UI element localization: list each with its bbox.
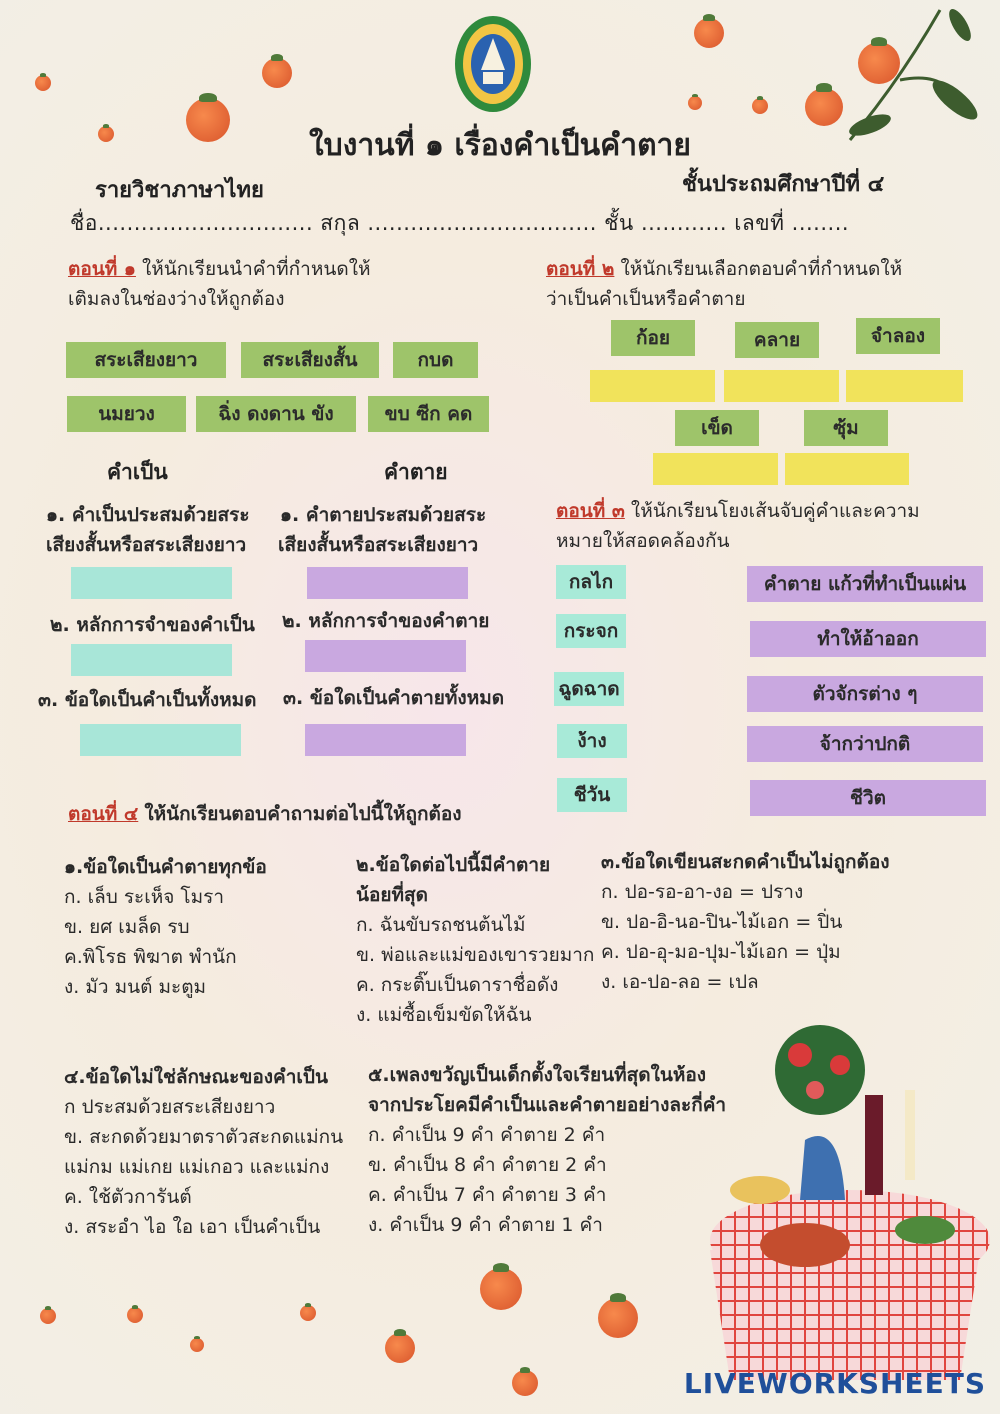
- choice[interactable]: ค. กระติ๊บเป็นดาราชื่อดัง: [356, 974, 559, 996]
- word-box[interactable]: กบด: [393, 342, 478, 378]
- live-answer-1[interactable]: [71, 567, 232, 599]
- word-box[interactable]: นมยวง: [67, 396, 186, 432]
- match-word[interactable]: กลไก: [556, 565, 626, 599]
- part2-instruction: [546, 254, 966, 314]
- word-box[interactable]: ฉิ่ง ดงดาน ขัง: [196, 396, 356, 432]
- strawberry-decoration: [752, 98, 768, 114]
- choice[interactable]: ข. คำเป็น 8 คำ คำตาย 2 คำ: [368, 1154, 607, 1176]
- choice[interactable]: ข. ปอ-อิ-นอ-ปิน-ไม้เอก = ปิ่น: [601, 911, 843, 933]
- strawberry-decoration: [127, 1307, 143, 1323]
- question-1: [64, 852, 267, 1002]
- live-column-header: คำเป็น: [107, 460, 168, 484]
- choice[interactable]: ก. ฉันขับรถชนต้นไม้: [356, 914, 526, 936]
- question-2: [356, 850, 594, 1030]
- part3-instruction-line1: ให้นักเรียนโยงเส้นจับคู่คำและความ: [630, 500, 920, 522]
- dead-column-header: คำตาย: [384, 460, 448, 484]
- match-word[interactable]: ง้าง: [557, 724, 627, 758]
- question-4-head: ๔.ข้อใดไม่ใช่ลักษณะของคำเป็น: [64, 1066, 328, 1088]
- dead-item-1b: เสียงสั้นหรือสระเสียงยาว: [278, 534, 479, 556]
- choice[interactable]: ง. มัว มนต์ มะตูม: [64, 976, 207, 998]
- part1-label: ตอนที่ ๑: [68, 258, 136, 280]
- dead-item-3: ๓. ข้อใดเป็นคำตายทั้งหมด: [283, 687, 505, 709]
- part4-label: ตอนที่ ๔: [68, 803, 139, 825]
- choice[interactable]: ค. คำเป็น 7 คำ คำตาย 3 คำ: [368, 1184, 607, 1206]
- strawberry-decoration: [694, 18, 724, 48]
- live-item-1a: ๑. คำเป็นประสมด้วยสระ: [46, 504, 250, 526]
- strawberry-decoration: [512, 1370, 538, 1396]
- strawberry-decoration: [688, 96, 702, 110]
- part4-instruction: [68, 799, 548, 829]
- answer-slot[interactable]: [724, 370, 839, 402]
- question-3-head: ๓.ข้อใดเขียนสะกดคำเป็นไม่ถูกต้อง: [601, 851, 890, 873]
- choice[interactable]: ง. คำเป็น 9 คำ คำตาย 1 คำ: [368, 1214, 603, 1236]
- match-meaning[interactable]: คำตาย แก้วที่ทำเป็นแผ่น: [747, 566, 983, 602]
- live-item-3: ๓. ข้อใดเป็นคำเป็นทั้งหมด: [38, 689, 257, 711]
- answer-slot[interactable]: [653, 453, 778, 485]
- answer-slot[interactable]: [846, 370, 963, 402]
- dead-item-1a: ๑. คำตายประสมด้วยสระ: [280, 504, 487, 526]
- part1-instruction-line2: เติมลงในช่องว่างให้ถูกต้อง: [68, 288, 285, 310]
- strawberry-decoration: [262, 58, 292, 88]
- question-3: [601, 847, 890, 997]
- strawberry-decoration: [40, 1308, 56, 1324]
- question-5-head2: จากประโยคมีคำเป็นและคำตายอย่างละกี่คำ: [368, 1094, 727, 1116]
- strawberry-decoration: [385, 1333, 415, 1363]
- word-box[interactable]: ก้อย: [611, 320, 695, 356]
- dead-item-2: ๒. หลักการจำของคำตาย: [282, 610, 490, 632]
- live-item-2: ๒. หลักการจำของคำเป็น: [50, 614, 255, 636]
- question-2-head2: น้อยที่สุด: [356, 884, 428, 906]
- strawberry-decoration: [300, 1305, 316, 1321]
- live-item-1b: เสียงสั้นหรือสระเสียงยาว: [46, 534, 247, 556]
- match-meaning[interactable]: ตัวจักรต่าง ๆ: [747, 676, 983, 712]
- strawberry-decoration: [35, 75, 51, 91]
- part2-label: ตอนที่ ๒: [546, 258, 615, 280]
- answer-slot[interactable]: [785, 453, 909, 485]
- match-word[interactable]: กระจก: [556, 614, 626, 648]
- choice[interactable]: ก. เล็บ ระเห็จ โมรา: [64, 886, 225, 908]
- student-info-field[interactable]: ชื่อ.............................. สกุล ................................ ชั้น ............ เลขที่ ........: [70, 211, 850, 235]
- word-box[interactable]: สระเสียงยาว: [66, 342, 226, 378]
- question-5: [368, 1060, 726, 1240]
- subject-label: รายวิชาภาษาไทย: [95, 178, 264, 203]
- question-2-head1: ๒.ข้อใดต่อไปนี้มีคำตาย: [356, 854, 551, 876]
- match-meaning[interactable]: ชีวิต: [750, 780, 986, 816]
- word-box[interactable]: ขบ ซีก คด: [368, 396, 489, 432]
- choice[interactable]: ค.พิโรธ พิฆาต พำนัก: [64, 946, 237, 968]
- choice[interactable]: ง. แม่ซื้อเข็มขัดให้ฉัน: [356, 1004, 532, 1026]
- part1-instruction: [68, 254, 488, 314]
- strawberry-decoration: [480, 1268, 522, 1310]
- question-1-head: ๑.ข้อใดเป็นคำตายทุกข้อ: [64, 856, 267, 878]
- liveworksheets-brand: LIVEWORKSHEETS: [683, 1367, 986, 1400]
- choice[interactable]: ค. ปอ-อุ-มอ-ปุม-ไม้เอก = ปุ่ม: [601, 941, 841, 963]
- word-box[interactable]: สระเสียงสั้น: [241, 342, 379, 378]
- choice[interactable]: ข. ยศ เมล็ด รบ: [64, 916, 190, 938]
- word-box[interactable]: จำลอง: [856, 318, 940, 354]
- strawberry-decoration: [190, 1338, 204, 1352]
- choice[interactable]: ข. พ่อและแม่ของเขารวยมาก: [356, 944, 595, 966]
- choice[interactable]: ง. เอ-ปอ-ลอ = เปล: [601, 971, 759, 993]
- dinner-table-illustration: [700, 1000, 990, 1380]
- part2-instruction-line2: ว่าเป็นคำเป็นหรือคำตาย: [546, 288, 746, 310]
- choice[interactable]: ก. คำเป็น 9 คำ คำตาย 2 คำ: [368, 1124, 606, 1146]
- live-answer-3[interactable]: [80, 724, 241, 756]
- choice[interactable]: ก. ปอ-รอ-อา-งอ = ปราง: [601, 881, 804, 903]
- word-box[interactable]: คลาย: [735, 322, 819, 358]
- choice[interactable]: ง. สระอำ ไอ ใอ เอา เป็นคำเป็น: [64, 1216, 321, 1238]
- part3-instruction-line2: หมายให้สอดคล้องกัน: [556, 530, 730, 552]
- part4-instruction-text: ให้นักเรียนตอบคำถามต่อไปนี้ให้ถูกต้อง: [144, 803, 462, 825]
- part2-instruction-line1: ให้นักเรียนเลือกตอบคำที่กำหนดให้: [620, 258, 903, 280]
- dead-answer-2[interactable]: [305, 640, 466, 672]
- match-meaning[interactable]: ทำให้อ้าออก: [750, 621, 986, 657]
- answer-slot[interactable]: [590, 370, 715, 402]
- school-emblem-logo: [453, 14, 533, 114]
- choice[interactable]: ก ประสมด้วยสระเสียงยาว: [64, 1096, 276, 1118]
- word-box[interactable]: เข็ด: [675, 410, 759, 446]
- part1-instruction-line1: ให้นักเรียนนำคำที่กำหนดให้: [142, 258, 371, 280]
- dead-answer-3[interactable]: [305, 724, 466, 756]
- match-word[interactable]: ฉูดฉาด: [554, 672, 624, 706]
- grade-label: ชั้นประถมศึกษาปีที่ ๔: [682, 172, 885, 197]
- worksheet-title: ใบงานที่ ๑ เรื่องคำเป็นคำตาย: [309, 128, 691, 163]
- question-4: [64, 1062, 343, 1242]
- word-box[interactable]: ซุ้ม: [804, 410, 888, 446]
- part3-instruction: [556, 496, 986, 556]
- question-5-head1: ๕.เพลงขวัญเป็นเด็กตั้งใจเรียนที่สุดในห้อง: [368, 1064, 707, 1086]
- choice[interactable]: ค. ใช้ตัวการันต์: [64, 1186, 192, 1208]
- strawberry-decoration: [598, 1298, 638, 1338]
- match-meaning[interactable]: จ้ากว่าปกติ: [747, 726, 983, 762]
- part3-label: ตอนที่ ๓: [556, 500, 625, 522]
- choice[interactable]: ข. สะกดด้วยมาตราตัวสะกดแม่กน: [64, 1126, 344, 1148]
- live-answer-2[interactable]: [71, 644, 232, 676]
- dead-answer-1[interactable]: [307, 567, 468, 599]
- match-word[interactable]: ชีวัน: [557, 778, 627, 812]
- strawberry-decoration: [805, 88, 843, 126]
- choice-continued: แม่กม แม่เกย แม่เกอว และแม่กง: [64, 1156, 330, 1178]
